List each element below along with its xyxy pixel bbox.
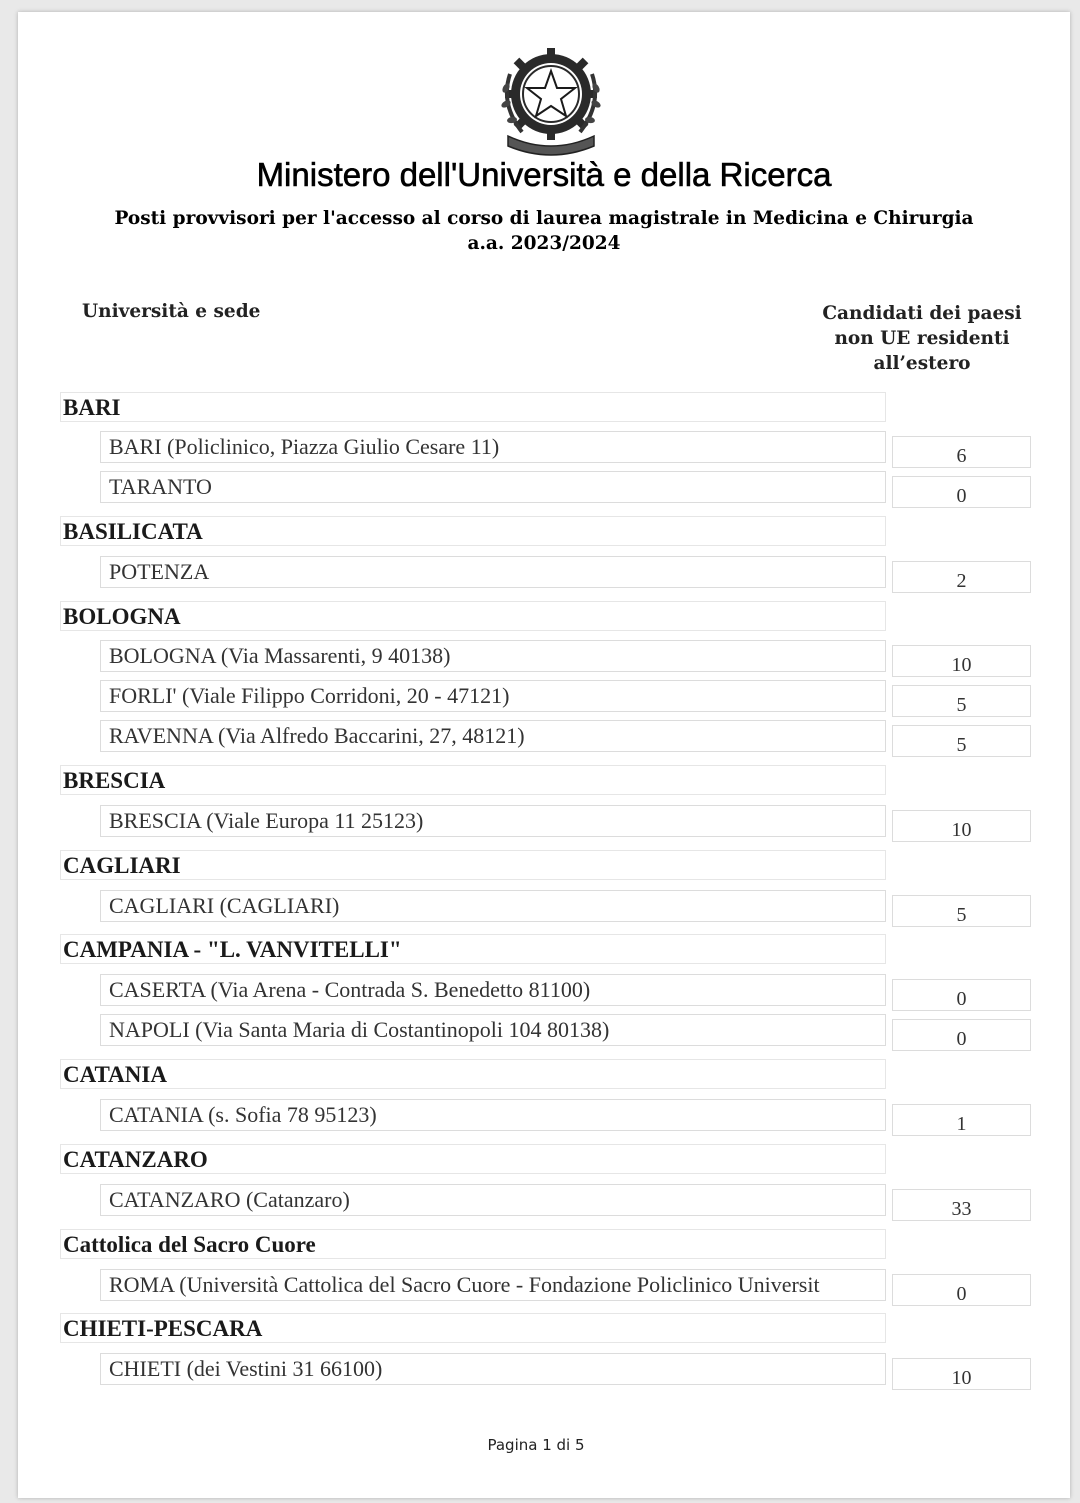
seat-count: 10 [892, 1358, 1031, 1390]
region-row: CHIETI-PESCARA [60, 1313, 886, 1343]
site-row: TARANTO [100, 471, 886, 503]
seat-count: 0 [892, 979, 1031, 1011]
region-row: CATANZARO [60, 1144, 886, 1174]
ministry-title: Ministero dell'Università e della Ricerca [256, 156, 832, 193]
seat-count: 1 [892, 1104, 1031, 1136]
page-number: Pagina 1 di 5 [487, 1436, 585, 1454]
column-header-university: Università e sede [82, 301, 261, 322]
seat-count: 0 [892, 1274, 1031, 1306]
column-header-line-1: Candidati dei paesi [822, 303, 1022, 324]
column-header-non-eu-candidates [806, 301, 1038, 376]
region-row: CAGLIARI [60, 850, 886, 880]
site-row: BARI (Policlinico, Piazza Giulio Cesare 11) [100, 431, 886, 463]
seat-count: 5 [892, 895, 1031, 927]
seat-count: 6 [892, 436, 1031, 468]
site-row: ROMA (Università Cattolica del Sacro Cuore - Fondazione Policlinico Universit [100, 1269, 886, 1301]
region-row: BRESCIA [60, 765, 886, 795]
site-row: NAPOLI (Via Santa Maria di Costantinopoli 104 80138) [100, 1014, 886, 1046]
seat-count: 5 [892, 725, 1031, 757]
site-row: POTENZA [100, 556, 886, 588]
seat-count: 0 [892, 1019, 1031, 1051]
site-row: CHIETI (dei Vestini 31 66100) [100, 1353, 886, 1385]
region-row: CATANIA [60, 1059, 886, 1089]
seat-count: 5 [892, 685, 1031, 717]
document-subtitle [18, 206, 1070, 256]
subtitle-line-2: a.a. 2023/2024 [467, 233, 621, 254]
site-row: RAVENNA (Via Alfredo Baccarini, 27, 48121) [100, 720, 886, 752]
seat-count: 33 [892, 1189, 1031, 1221]
site-row: BOLOGNA (Via Massarenti, 9 40138) [100, 640, 886, 672]
site-row: CATANIA (s. Sofia 78 95123) [100, 1099, 886, 1131]
seat-count: 10 [892, 810, 1031, 842]
region-row: Cattolica del Sacro Cuore [60, 1229, 886, 1259]
seat-count: 0 [892, 476, 1031, 508]
region-row: BARI [60, 392, 886, 422]
column-header-line-3: all’estero [873, 353, 971, 374]
column-header-line-2: non UE residenti [834, 328, 1010, 349]
region-row: BASILICATA [60, 516, 886, 546]
seat-count: 2 [892, 561, 1031, 593]
site-row: CASERTA (Via Arena - Contrada S. Benedetto 81100) [100, 974, 886, 1006]
site-row: CATANZARO (Catanzaro) [100, 1184, 886, 1216]
document-page [18, 12, 1070, 1498]
site-row: FORLI' (Viale Filippo Corridoni, 20 - 47121) [100, 680, 886, 712]
region-row: CAMPANIA - "L. VANVITELLI" [60, 934, 886, 964]
region-row: BOLOGNA [60, 601, 886, 631]
subtitle-line-1: Posti provvisori per l'accesso al corso di laurea magistrale in Medicina e Chirurgia [114, 208, 974, 229]
seat-count: 10 [892, 645, 1031, 677]
site-row: CAGLIARI (CAGLIARI) [100, 890, 886, 922]
italian-republic-emblem-icon [496, 44, 606, 156]
site-row: BRESCIA (Viale Europa 11 25123) [100, 805, 886, 837]
